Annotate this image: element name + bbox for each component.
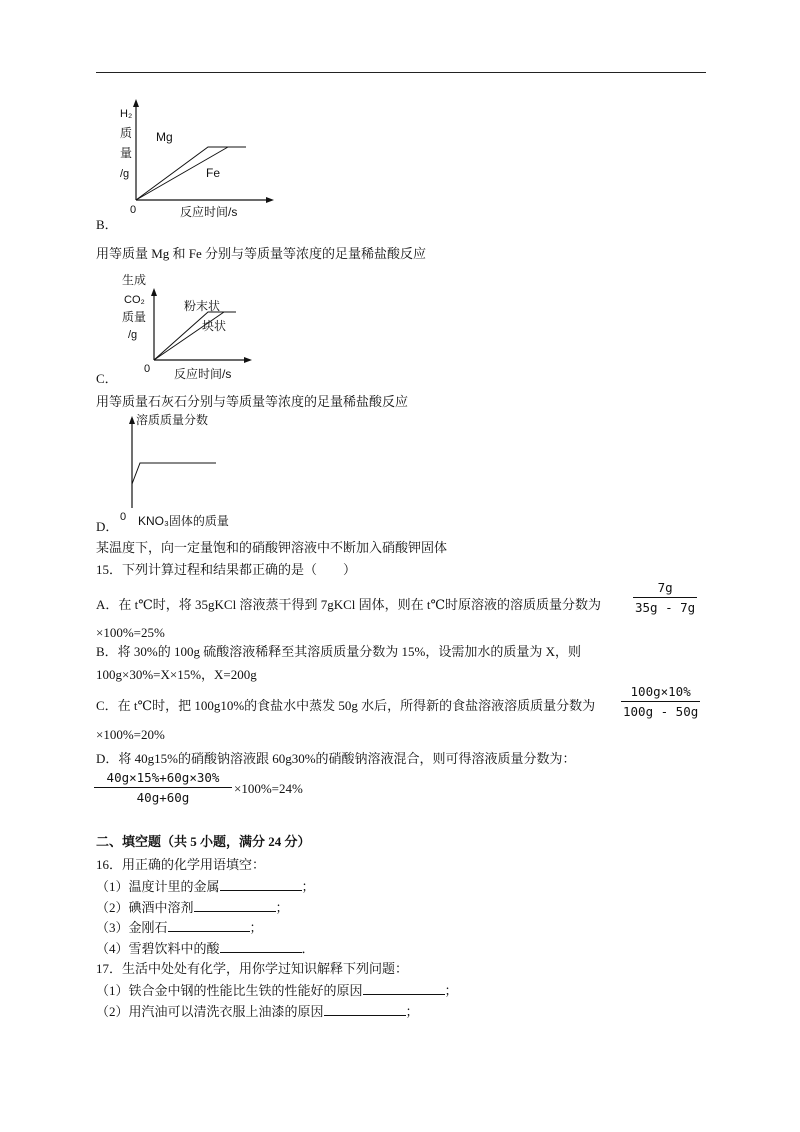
q15-option-c-denominator: 100g - 50g [621, 701, 700, 719]
q17-item-2-end: ； [405, 1004, 419, 1019]
chart-d-line [132, 463, 216, 484]
header-rule [96, 72, 706, 73]
q15-option-c-tail: ×100%=20% [96, 727, 165, 742]
q16-item-2 [96, 900, 289, 914]
chart-b-y-arrow [133, 99, 139, 107]
chart-d-y-arrow [129, 416, 135, 424]
q17-item-2-label: （2）用汽油可以清洗衣服上油漆的原因 [96, 1004, 324, 1019]
q16-item-2-blank[interactable] [194, 900, 276, 912]
chart-c-x-arrow [244, 357, 252, 363]
q16-item-4-end: ． [301, 941, 315, 956]
q15-option-a-tail: ×100%=25% [96, 625, 165, 640]
q15-option-d-tail: ×100%=24% [234, 781, 303, 796]
q16-item-4-blank[interactable] [220, 941, 302, 953]
q17-item-1-label: （1）铁合金中钢的性能比生铁的性能好的原因 [96, 983, 363, 998]
option-d-desc: 某温度下，向一定量饱和的硝酸钾溶液中不断加入硝酸钾固体 [96, 540, 448, 555]
q17-item-2 [96, 1004, 419, 1018]
q15-option-a-text: A．在 t℃时，将 35gKCl 溶液蒸干得到 7gKCl 固体，则在 t℃时原溶液的溶质质量分数为 [96, 597, 602, 612]
chart-c-series-powder: 粉末状 [184, 299, 221, 313]
q15-option-a-fraction [633, 580, 697, 615]
option-c-desc: 用等质量石灰石分别与等质量等浓度的足量稀盐酸反应 [96, 394, 409, 409]
q16-item-1 [96, 879, 315, 893]
option-b-desc: 用等质量 Mg 和 Fe 分别与等质量等浓度的足量稀盐酸反应 [96, 246, 427, 261]
q16-stem: 16．用正确的化学用语填空： [96, 857, 266, 872]
chart-b-y-label-2: 量 [120, 146, 133, 160]
q15-option-b-line1: B．将 30%的 100g 硫酸溶液稀释至其溶质质量分数为 15%，设需加水的质量为 X，则 [96, 644, 581, 659]
q15-option-c-fraction [621, 684, 700, 719]
q15-option-a-numerator: 7g [657, 580, 673, 595]
q17-item-1-blank[interactable] [363, 983, 445, 995]
q15-option-d-fraction [94, 770, 232, 805]
q16-item-2-label: （2）碘酒中溶剂 [96, 900, 194, 915]
chart-b-y-label-unit: /g [120, 168, 130, 180]
q15-option-a-denominator: 35g - 7g [633, 597, 697, 615]
chart-b-x-label: 反应时间/s [180, 205, 238, 219]
section-2-heading: 二、填空题（共 5 小题，满分 24 分） [96, 834, 311, 849]
chart-c-x-label: 反应时间/s [174, 367, 232, 381]
q17-item-2-blank[interactable] [324, 1004, 406, 1016]
q16-item-3-label: （3）金刚石 [96, 920, 168, 935]
chart-b-series-fe: Fe [206, 166, 221, 180]
chart-c-origin: 0 [144, 363, 151, 375]
chart-b-series-mg: Mg [156, 130, 173, 144]
chart-b-origin: 0 [130, 204, 137, 216]
q17-item-1-end: ； [444, 983, 458, 998]
chart-d-x-label: KNO₃固体的质量 [138, 514, 229, 528]
q16-item-1-blank[interactable] [220, 879, 302, 891]
q15-option-d-denominator: 40g+60g [94, 787, 232, 805]
chart-d-origin: 0 [120, 511, 127, 523]
chart-c-y-label-2: CO₂ [124, 294, 145, 306]
q15-option-d-numerator: 40g×15%+60g×30% [106, 770, 220, 785]
q15-option-c-numerator: 100g×10% [630, 684, 691, 699]
q16-item-4 [96, 941, 315, 955]
option-d-letter: D． [96, 519, 119, 534]
q16-item-2-end: ； [275, 900, 289, 915]
chart-c-series-block: 块状 [202, 319, 227, 333]
chart-c-y-label-1: 生成 [122, 273, 147, 287]
chart-b-y-label-top: H₂ [120, 108, 133, 120]
q17-item-1 [96, 983, 458, 997]
chart-b-mg-fe [108, 95, 278, 220]
q15-option-d-text: D．将 40g15%的硝酸钠溶液跟 60g30%的硝酸钠溶液混合，则可得溶液质量分数为： [96, 751, 576, 766]
q16-item-3 [96, 920, 263, 934]
chart-c-limestone [112, 266, 262, 386]
q16-item-1-label: （1）温度计里的金属 [96, 879, 220, 894]
chart-c-y-label-3: 质量 [122, 310, 147, 324]
chart-c-y-label-unit: /g [128, 329, 138, 341]
chart-c-y-arrow [151, 288, 157, 296]
chart-b-x-arrow [266, 197, 274, 203]
q16-item-1-end: ； [301, 879, 315, 894]
chart-d-kno3 [112, 408, 262, 533]
q17-stem: 17．生活中处处有化学，用你学过知识解释下列问题： [96, 961, 409, 976]
q16-item-3-end: ； [249, 920, 263, 935]
q16-item-3-blank[interactable] [168, 920, 250, 932]
q15-option-c-text: C．在 t℃时，把 100g10%的食盐水中蒸发 50g 水后，所得新的食盐溶液溶质质量分数为 [96, 698, 596, 713]
q16-item-4-label: （4）雪碧饮料中的酸 [96, 941, 220, 956]
option-c-letter: C． [96, 371, 118, 386]
chart-d-y-label: 溶质质量分数 [136, 413, 209, 427]
chart-b-y-label-1: 质 [120, 126, 133, 140]
option-b-letter: B． [96, 217, 118, 232]
chart-b-line-mg [136, 147, 246, 200]
q15-option-b-line2: 100g×30%=X×15%，X=200g [96, 667, 257, 682]
q15-stem: 15．下列计算过程和结果都正确的是（ ） [96, 562, 357, 577]
